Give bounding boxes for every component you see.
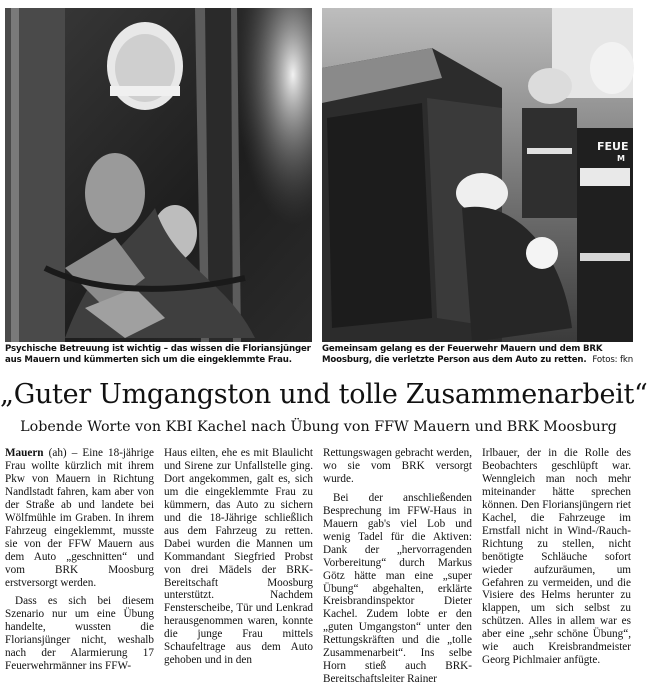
caption-right-text: Gemeinsam gelang es der Feuerwehr Mauern und dem BRK Moosburg, die verletzte Person aus dem Auto zu retten.	[322, 344, 603, 365]
article-paragraph: Dass es sich bei diesem Szenario nur um eine Übung handelte, wussten die Floriansjünger nicht, weshalb nach der Alarmierung 17 Feuerwehrmänner ins FFW-	[5, 595, 154, 673]
article-column-4	[482, 447, 631, 667]
caption-right	[322, 344, 633, 366]
article-paragraph: Bei der anschließenden Besprechung im FFW-Haus in Mauern gab's viel Lob und wenig Tadel für die Aktiven: Dank der „hervorragenden Vorbereitung“ durch Markus Götz hätte man eine „super Übung“ abgehalten, erklärte Kreisbrandinspektor Dieter Kachel. Zudem lobte er den „guten Umgangston“ unter den Rettungskräften und die „tolle Zusammenarbeit“. Ins selbe Horn stieß auch BRK-Bereitschaftsleiter Rainer	[323, 491, 472, 686]
article-column-2	[164, 447, 313, 667]
photo-right	[322, 8, 633, 342]
article-column-1	[5, 447, 154, 673]
article-paragraph: Rettungswagen gebracht werden, wo sie vom BRK versorgt wurde.	[323, 447, 472, 485]
article-paragraph: Haus eilten, ehe es mit Blaulicht und Sirene zur Unfallstelle ging. Dort angekommen, galt es, sich um die eingeklemmte Frau zu kümmern, das Auto zu sichern und die 18-Jährige schließlich aus dem Fahrzeug zu retten. Dabei wurden die Mannen um Kommandant Siegfried Probst von drei Mädels der BRK-Bereitschaft Moosburg unterstützt. Nachdem Fensterscheibe, Tür und Lenkrad herausgenommen waren, konnte die junge Frau mittels Schaufeltrage aus dem Auto gehoben und in den	[164, 447, 313, 667]
article-paragraph	[5, 447, 154, 589]
article-body	[5, 447, 633, 686]
photo-right-image	[322, 8, 633, 342]
article-text: (ah) – Eine 18-jährige Frau wollte kürzlich mit ihrem Pkw von Mauern in Richtung Nandlstadt fahren, kam aber von der Straße ab und landete bei Wölfmühle im Graben. In ihrem Fahrzeug eingeklemmt, musste sie von der FFW Mauern aus dem Auto „geschnitten“ und vom BRK Moosburg erstversorgt werden.	[5, 447, 154, 589]
headline: „Guter Umgangston und tolle Zusammenarbeit“	[0, 379, 648, 410]
article-column-3	[323, 447, 472, 686]
photo-left	[5, 8, 312, 342]
photo-left-image	[5, 8, 312, 342]
article-paragraph: Irlbauer, der in die Rolle des Beobachters geschlüpft war. Wenngleich man noch mehr miteinander hätte sprechen können. Den Floriansjüngern riet Kachel, die Fahrzeuge im Ernstfall nicht in Wind-/Rauch-Richtung zu stellen, nicht benötigte Schläuche sofort wieder aufzuräumen, um Gefahren zu vermeiden, und die Visiere des Helms herunter zu klappen, um sich selbst zu schützen. Alles in allem war es aber eine „sehr schöne Übung“, wie auch Kreisbrandmeister Georg Pichlmaier anfügte.	[482, 447, 631, 667]
subheadline: Lobende Worte von KBI Kachel nach Übung von FFW Mauern und BRK Moosburg	[20, 419, 617, 435]
helmet-text: FEUE	[597, 140, 629, 153]
caption-left: Psychische Betreuung ist wichtig – das wissen die Floriansjünger aus Mauern und kümmerten sich um die eingeklemmte Frau.	[5, 344, 311, 365]
helmet-text-2: M	[617, 154, 625, 163]
photo-credit: Fotos: fkn	[592, 355, 633, 365]
dateline: Mauern	[5, 447, 44, 459]
